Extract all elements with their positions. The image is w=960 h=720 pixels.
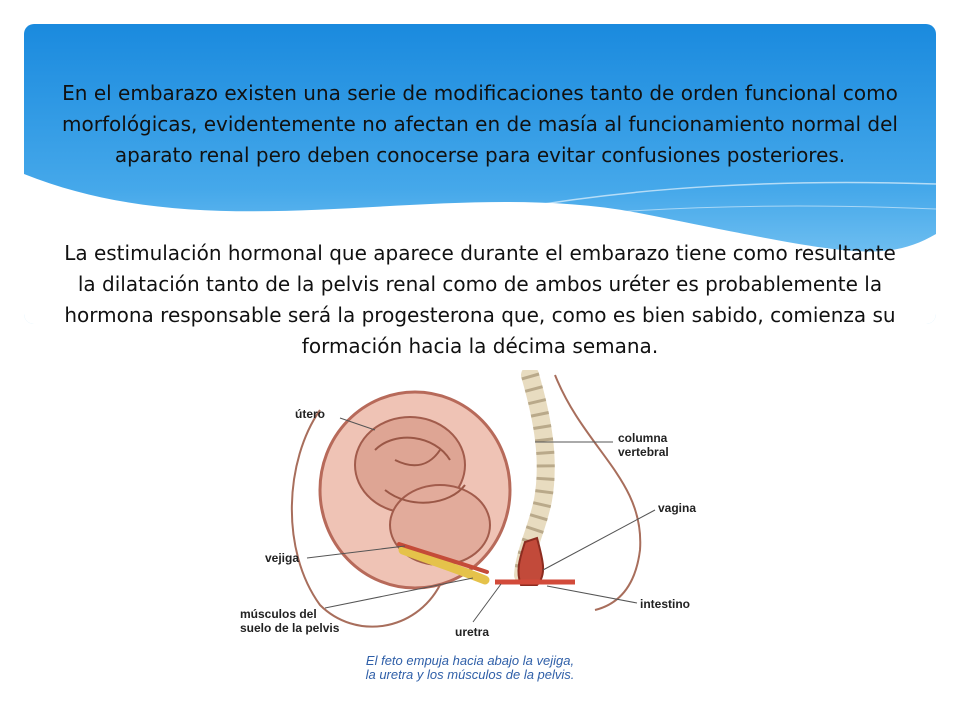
label-vagina: vagina <box>658 501 697 515</box>
label-vejiga: vejiga <box>265 551 300 565</box>
pregnancy-anatomy-figure <box>225 370 725 690</box>
label-utero: útero <box>295 407 325 421</box>
figure-caption <box>290 654 650 682</box>
label-musculos-2: suelo de la pelvis <box>240 621 340 635</box>
label-uretra: uretra <box>455 625 490 639</box>
label-musculos-1: músculos del <box>240 607 317 621</box>
caption-line-2: la uretra y los músculos de la pelvis. <box>365 667 575 682</box>
intro-paragraph: En el embarazo existen una serie de modificaciones tanto de orden funcional como morfológicas, evidentemente no afectan en de masía al funcionamiento normal del aparato renal pero deben conocerse para evitar confusiones posteriores. <box>62 81 898 167</box>
label-columna-1: columna <box>618 431 668 445</box>
label-intestino: intestino <box>640 597 690 611</box>
hormonal-paragraph: La estimulación hormonal que aparece durante el embarazo tiene como resultante la dilatación tanto de la pelvis renal como de ambos uréter es probablemente la hormona responsable será la progesterona que, como es bien sabido, comienza su formación hacia la décima semana. <box>64 241 896 358</box>
label-columna-2: vertebral <box>618 445 669 459</box>
caption-line-1: El feto empuja hacia abajo la vejiga, <box>365 653 575 668</box>
